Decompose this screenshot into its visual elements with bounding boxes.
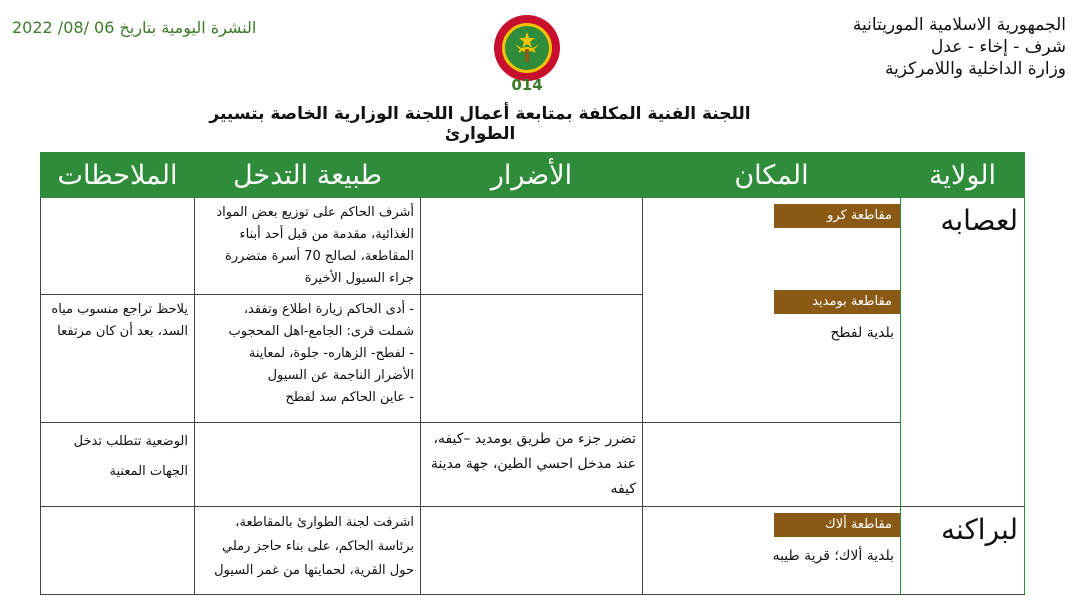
intervention-cell bbox=[195, 423, 421, 507]
intervention-cell bbox=[195, 295, 421, 423]
intervention-line: - عاين الحاكم سد لفطح bbox=[285, 390, 414, 405]
table-header-row bbox=[41, 153, 1025, 198]
damage-cell bbox=[421, 507, 643, 595]
place-name: بلدية لفطح bbox=[830, 325, 894, 341]
header-damage: الأضرار bbox=[421, 153, 643, 198]
place-cell bbox=[643, 507, 901, 595]
notes-cell bbox=[41, 198, 195, 295]
country-name: الجمهورية الاسلامية الموريتانية bbox=[852, 15, 1066, 35]
damage-cell bbox=[421, 198, 643, 295]
header-intervention: طبيعة التدخل bbox=[195, 153, 421, 198]
document-title: اللجنة الفنية المكلفة بمتابعة أعمال اللجنة الوزارية الخاصة بتسيير الطوارئ bbox=[209, 104, 751, 144]
intervention-line: الأضرار الناجمة عن السيول bbox=[267, 368, 414, 383]
table-row bbox=[41, 423, 1025, 507]
district-tag: مقاطعة كرو bbox=[774, 204, 900, 228]
incident-table bbox=[40, 152, 1025, 595]
place-name: بلدية ألاك؛ قرية طيبه bbox=[772, 548, 894, 564]
table-row bbox=[41, 198, 1025, 295]
district-tag: مقاطعة ألاك bbox=[774, 513, 900, 537]
header-wilaya: الولاية bbox=[901, 153, 1025, 198]
place-cell bbox=[643, 423, 901, 507]
wilaya-cell: لعصابه bbox=[901, 198, 1025, 507]
notes-cell: يلاحظ تراجع منسوب مياه السد، بعد أن كان مرتفعا bbox=[41, 295, 195, 423]
header-place: المكان bbox=[643, 153, 901, 198]
ministry-name: وزارة الداخلية واللامركزية bbox=[884, 59, 1066, 79]
intervention-line: - أدى الحاكم زيارة اطلاع وتفقد، bbox=[243, 302, 414, 317]
issuer-block bbox=[766, 14, 1066, 80]
bulletin-date: النشرة اليومية بتاريخ 06 /08/ 2022 bbox=[12, 18, 257, 37]
intervention-line: - لفطح- الزهاره- جلوة، لمعاينة bbox=[248, 346, 414, 361]
district-tag: مقاطعة بومديد bbox=[774, 290, 900, 314]
table-row bbox=[41, 507, 1025, 595]
wilaya-cell: لبراكنه bbox=[901, 507, 1025, 595]
national-motto: شرف - إخاء - عدل bbox=[931, 37, 1066, 57]
intervention-cell: اشرفت لجنة الطوارئ بالمقاطعة، برئاسة الحاكم، على بناء حاجز رملي حول القرية، لحمايتها من غمر السيول bbox=[195, 507, 421, 595]
header-notes: الملاحظات bbox=[41, 153, 195, 198]
intervention-line: شملت قرى: الجامع-اهل المحجوب bbox=[228, 324, 414, 339]
intervention-cell: أشرف الحاكم على توزيع بعض المواد الغذائية، مقدمة من قبل أحد أبناء المقاطعة، لصالح 70 أسرة متضررة جراء السيول الأخيرة bbox=[195, 198, 421, 295]
bulletin-number: 014 bbox=[511, 76, 543, 94]
damage-cell bbox=[421, 295, 643, 423]
place-cell bbox=[643, 198, 901, 423]
notes-cell: الوضعية تتطلب تدخل الجهات المعنية bbox=[41, 423, 195, 507]
damage-cell: تضرر جزء من طريق بومديد –كيفه، عند مدخل احسي الطين، جهة مدينة كيفه bbox=[421, 423, 643, 507]
mauritania-seal-icon bbox=[493, 14, 561, 82]
notes-cell bbox=[41, 507, 195, 595]
